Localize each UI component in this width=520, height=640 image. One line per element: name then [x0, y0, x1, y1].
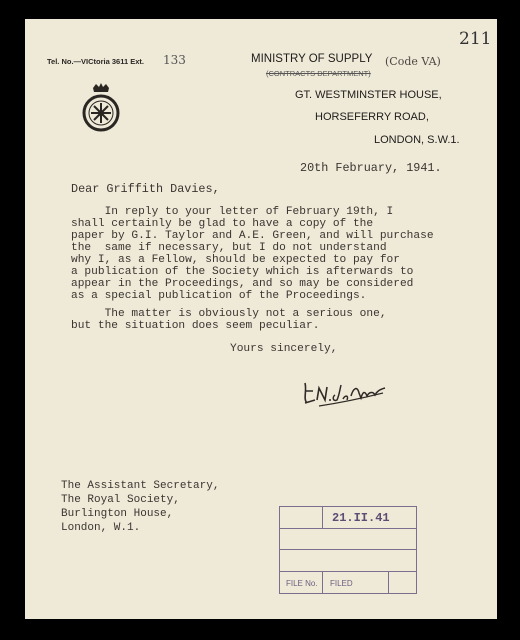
paragraph-2-line: The matter is obviously not a serious one, [71, 308, 387, 320]
paragraph-1-line: shall certainly be glad to have a copy of the [71, 218, 374, 230]
paragraph-1-line: why I, as a Fellow, should be expected to pay for [71, 254, 400, 266]
extension-number: 133 [163, 53, 186, 67]
filed-label: FILED [330, 579, 353, 588]
ministry-name: MINISTRY OF SUPPLY [251, 53, 373, 65]
paragraph-1-line: appear in the Proceedings, and so may be considered [71, 278, 414, 290]
letter-page [25, 19, 497, 619]
code-annotation: (Code VA) [385, 55, 441, 68]
recipient-line: London, W.1. [61, 522, 141, 534]
page-number: 211 [459, 29, 492, 49]
salutation: Dear Griffith Davies, [71, 182, 220, 196]
address-line-3: LONDON, S.W.1. [374, 134, 460, 146]
paragraph-1-line: In reply to your letter of February 19th, I [71, 206, 394, 218]
address-line-2: HORSEFERRY ROAD, [315, 111, 429, 123]
recipient-line: Burlington House, [61, 508, 174, 520]
closing: Yours sincerely, [230, 343, 338, 355]
royal-crest-icon [80, 82, 122, 138]
recipient-line: The Royal Society, [61, 494, 180, 506]
paragraph-1-line: a publication of the Society which is afterwards to [71, 266, 414, 278]
paragraph-1-line: paper by G.I. Taylor and A.E. Green, and will purchase [71, 230, 434, 242]
paragraph-2-line: but the situation does seem peculiar. [71, 320, 320, 332]
paragraph-1-line: as a special publication of the Proceedings. [71, 290, 367, 302]
paragraph-1-line: the same if necessary, but I do not understand [71, 242, 387, 254]
address-line-1: GT. WESTMINSTER HOUSE, [295, 89, 442, 101]
received-stamp [279, 506, 417, 594]
department-struck: (CONTRACTS DEPARTMENT) [266, 69, 371, 78]
received-date: 21.II.41 [332, 511, 390, 525]
signature-image [299, 369, 389, 409]
file-no-label: FILE No. [286, 579, 318, 588]
letter-date: 20th February, 1941. [300, 161, 442, 175]
telephone-line: Tel. No.—VICtoria 3611 Ext. [47, 57, 144, 66]
recipient-line: The Assistant Secretary, [61, 480, 220, 492]
